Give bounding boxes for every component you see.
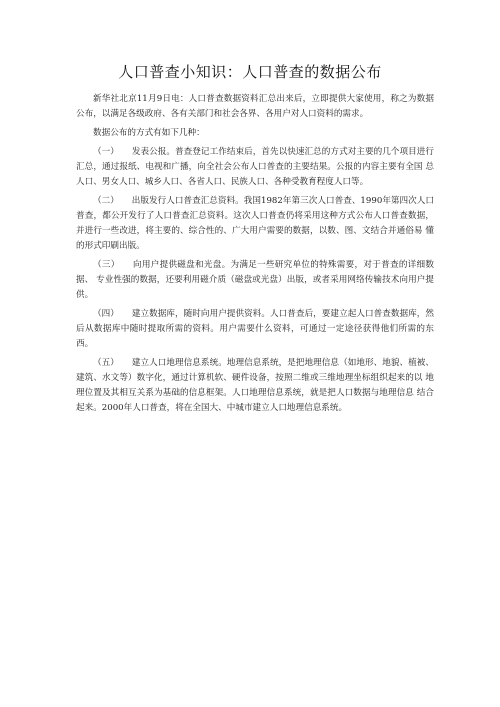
method-4-paragraph: （四） 建立数据库，随时向用户提供资料。人口普查后，要建立起人口普查数据库，然 后从数据库中随时提取所需的资料。用户需要什么资料，可通过一定途径获得他们所需的东 西。 [76, 309, 434, 349]
method-5-paragraph: （五） 建立人口地理信息系统。地理信息系统，是把地理信息（如地形、地貌、植被、 建筑、水文等）数字化，通过计算机软、硬件设备，按照二维或三维地理坐标组织起来的以 地理位置及其相互关系为基础的信息框架。人口地理信息系统，就是把人口数据与地理信息 结合起来。2000年人口普查，将在全国大、中城市建立人口地理信息系统。 [76, 358, 434, 413]
methods-lead-paragraph: 数据公布的方式有如下几种： [93, 128, 205, 138]
method-3-paragraph: （三） 向用户提供磁盘和光盘。为满足一些研究单位的特殊需要，对于普查的详细数据、 专业性强的数据，还要利用磁介质（磁盘或光盘）出版，或者采用网络传输技术向用户提供。 [76, 260, 434, 300]
document-title: 人口普查小知识：人口普查的数据公布 [118, 63, 382, 81]
method-1-paragraph: （一） 发表公报。普查登记工作结束后，首先以快速汇总的方式对主要的几个项目进行 汇总，通过报纸、电视和广播，向全社会公布人口普查的主要结果。公报的内容主要有全国 总人口、男女人口、城乡人口、各省人口、民族人口、各种受教育程度人口等。 [76, 147, 434, 187]
method-2-paragraph: （二） 出版发行人口普查汇总资料。我国1982年第三次人口普查、1990年第四次人口 普查，都公开发行了人口普查汇总资料。这次人口普查仍将采用这种方式公布人口普查数据， 并进行一些改进，将主要的、综合性的、广大用户需要的数据，以数、图、文结合并通俗易 懂的形式印刷出版。 [76, 196, 434, 251]
document-body [76, 92, 434, 420]
intro-paragraph: 新华社北京11月9日电：人口普查数据资料汇总出来后，立即提供大家使用，称之为数据公布，以满足各级政府、各有关部门和社会各界、各用户对人口资料的需求。 [76, 94, 434, 119]
